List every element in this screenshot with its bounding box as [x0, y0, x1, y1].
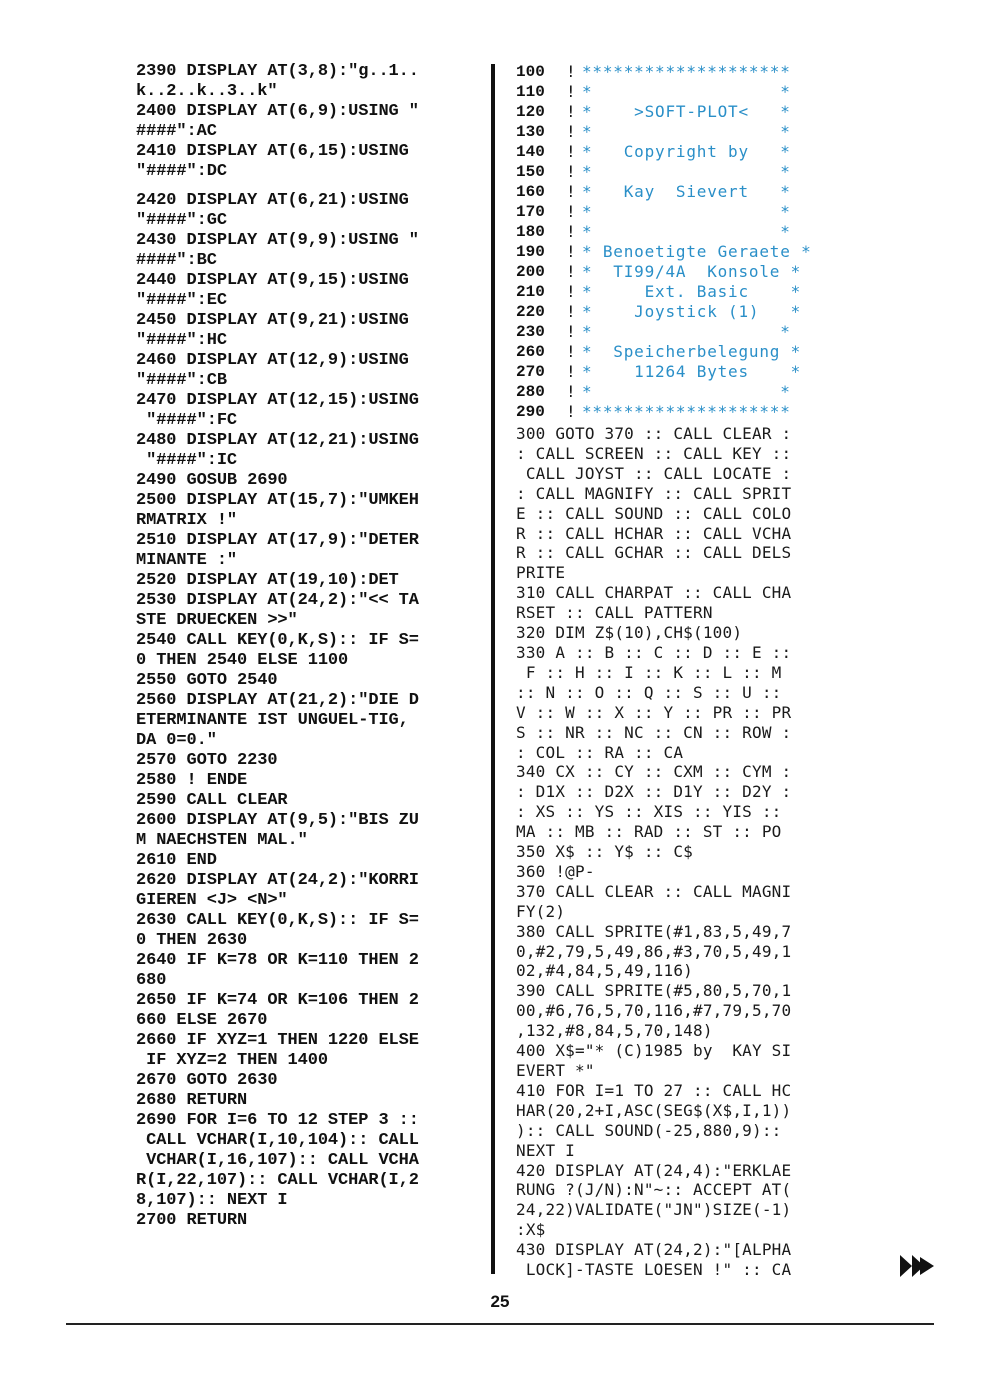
code-line: EVERT *"	[516, 1061, 595, 1080]
banner-line	[516, 402, 861, 422]
remark-marker: !	[566, 362, 576, 381]
code-line: DA 0=0."	[136, 731, 217, 750]
remark-marker: !	[566, 342, 576, 361]
line-number: 130	[516, 123, 545, 141]
banner-line	[516, 122, 861, 142]
remark-marker: !	[566, 242, 576, 261]
column-divider	[491, 64, 495, 1274]
code-line: 360 !@P-	[516, 861, 595, 881]
code-line: 2570 GOTO 2230	[136, 751, 278, 770]
code-line: VCHAR(I,16,107):: CALL VCHA	[136, 1151, 419, 1170]
banner-text: * Ext. Basic *	[582, 282, 802, 301]
banner-line	[516, 342, 861, 362]
code-line: :X$	[516, 1220, 546, 1240]
code-line: 660 ELSE 2670	[136, 1011, 268, 1030]
code-line: F :: H :: I :: K :: L :: M	[516, 662, 782, 682]
code-line: R(I,22,107):: CALL VCHAR(I,2	[136, 1171, 419, 1190]
code-line: PRITE	[516, 563, 566, 583]
code-line: "####":EC	[136, 291, 227, 310]
code-line: "####":HC	[136, 331, 227, 350]
code-line: 380 CALL SPRITE(#1,83,5,49,7	[516, 921, 792, 941]
banner-text: * *	[582, 122, 791, 141]
banner-line	[516, 182, 861, 202]
code-line: 2460 DISPLAY AT(12,9):USING	[136, 351, 409, 370]
banner-text: * 11264 Bytes *	[582, 362, 802, 381]
line-number: 290	[516, 403, 545, 421]
code-line: "####":GC	[136, 211, 227, 230]
line-number: 120	[516, 103, 545, 121]
banner-line	[516, 302, 861, 322]
remark-marker: !	[566, 182, 576, 201]
code-line: GIEREN <J> <N>"	[136, 891, 288, 910]
banner-line	[516, 242, 861, 262]
code-line: LOCK]-TASTE LOESEN !" :: CA	[516, 1260, 792, 1280]
code-line: 2420 DISPLAY AT(6,21):USING	[136, 191, 409, 210]
line-number: 140	[516, 143, 545, 161]
code-line: S :: NR :: NC :: CN :: ROW :	[516, 722, 792, 742]
code-line: 2490 GOSUB 2690	[136, 471, 288, 490]
page-number: 25	[490, 1292, 510, 1311]
code-line: 2690 FOR I=6 TO 12 STEP 3 ::	[136, 1111, 419, 1130]
code-line: 2500 DISPLAY AT(15,7):"UMKEH	[136, 491, 419, 510]
remark-marker: !	[566, 82, 576, 101]
code-line: 24,22)VALIDATE("JN")SIZE(-1)	[516, 1200, 792, 1220]
code-line: IF XYZ=2 THEN 1400	[136, 1051, 328, 1070]
code-line: ####":BC	[136, 251, 217, 270]
code-line: 2440 DISPLAY AT(9,15):USING	[136, 271, 409, 290]
code-line: 330 A :: B :: C :: D :: E ::	[516, 642, 792, 662]
code-line: 2660 IF XYZ=1 THEN 1220 ELSE	[136, 1031, 419, 1050]
listing-gap	[136, 182, 486, 191]
code-line: 680	[136, 971, 167, 990]
code-line: 390 CALL SPRITE(#5,80,5,70,1	[516, 981, 792, 1001]
banner-text: ********************	[582, 402, 791, 421]
code-line: 400 X$="* (C)1985 by KAY SI	[516, 1041, 792, 1061]
code-line: : D1X :: D2X :: D1Y :: D2Y :	[516, 782, 792, 802]
line-number: 210	[516, 283, 545, 301]
code-line: R :: CALL GCHAR :: CALL DELS	[516, 543, 792, 563]
code-line: 2480 DISPLAY AT(12,21):USING	[136, 431, 419, 450]
code-line: 2540 CALL KEY(0,K,S):: IF S=	[136, 631, 419, 650]
code-line: ):: CALL SOUND(-25,880,9)::	[516, 1120, 782, 1140]
banner-text: * Kay Sievert *	[582, 182, 791, 201]
banner-text: * *	[582, 202, 791, 221]
code-line: 420 DISPLAY AT(24,4):"ERKLAE	[516, 1160, 792, 1180]
code-line: 2620 DISPLAY AT(24,2):"KORRI	[136, 871, 419, 890]
banner-text: * Benoetigte Geraete *	[582, 242, 812, 261]
remark-marker: !	[566, 122, 576, 141]
code-line: 0 THEN 2540 ELSE 1100	[136, 651, 349, 670]
banner-text: * *	[582, 322, 791, 341]
code-line: 320 DIM Z$(10),CH$(100)	[516, 623, 743, 643]
remark-marker: !	[566, 222, 576, 241]
code-line: : CALL SCREEN :: CALL KEY ::	[516, 443, 792, 463]
code-line: RSET :: CALL PATTERN	[516, 603, 713, 623]
banner-line	[516, 362, 861, 382]
code-line: "####":CB	[136, 371, 227, 390]
line-number: 270	[516, 363, 545, 381]
code-line: 02,#4,84,5,49,116)	[516, 961, 693, 981]
code-line: ETERMINANTE IST UNGUEL-TIG,	[136, 711, 409, 730]
continue-arrow-icon	[898, 1253, 938, 1279]
code-line: RUNG ?(J/N):N"~:: ACCEPT AT(	[516, 1180, 792, 1200]
code-line: FY(2)	[516, 901, 566, 921]
remark-marker: !	[566, 142, 576, 161]
banner-line	[516, 62, 861, 82]
code-line: 2430 DISPLAY AT(9,9):USING "	[136, 231, 419, 250]
line-number: 200	[516, 263, 545, 281]
banner-text: * *	[582, 222, 791, 241]
banner-line	[516, 162, 861, 182]
line-number: 220	[516, 303, 545, 321]
line-number: 260	[516, 343, 545, 361]
code-line: 2560 DISPLAY AT(21,2):"DIE D	[136, 691, 419, 710]
remark-marker: !	[566, 402, 576, 421]
program-header-banner	[516, 62, 861, 422]
code-line: ####":AC	[136, 122, 217, 141]
footer-rule	[66, 1323, 934, 1325]
code-line: 2590 CALL CLEAR	[136, 791, 288, 810]
banner-text: * *	[582, 82, 791, 101]
code-line: 2550 GOTO 2540	[136, 671, 278, 690]
code-line: 2530 DISPLAY AT(24,2):"<< TA	[136, 591, 419, 610]
remark-marker: !	[566, 102, 576, 121]
remark-marker: !	[566, 382, 576, 401]
right-code-listing	[516, 424, 861, 1280]
banner-text: * Copyright by *	[582, 142, 791, 161]
code-line: 2580 ! ENDE	[136, 771, 248, 790]
banner-text: * *	[582, 382, 791, 401]
code-line: 310 CALL CHARPAT :: CALL CHA	[516, 583, 792, 603]
line-number: 190	[516, 243, 545, 261]
code-line: MINANTE :"	[136, 551, 238, 570]
code-line: 370 CALL CLEAR :: CALL MAGNI	[516, 881, 792, 901]
remark-marker: !	[566, 302, 576, 321]
line-number: 230	[516, 323, 545, 341]
code-line: NEXT I	[516, 1140, 575, 1160]
banner-text: * Joystick (1) *	[582, 302, 802, 321]
banner-line	[516, 322, 861, 342]
banner-line	[516, 262, 861, 282]
code-line: 410 FOR I=1 TO 27 :: CALL HC	[516, 1080, 792, 1100]
code-line: 2610 END	[136, 851, 217, 870]
code-line: 2450 DISPLAY AT(9,21):USING	[136, 311, 409, 330]
banner-line	[516, 82, 861, 102]
code-line: R :: CALL HCHAR :: CALL VCHA	[516, 523, 792, 543]
code-line: 2700 RETURN	[136, 1211, 248, 1230]
code-line: V :: W :: X :: Y :: PR :: PR	[516, 702, 792, 722]
code-line: 430 DISPLAY AT(24,2):"[ALPHA	[516, 1240, 792, 1260]
banner-line	[516, 222, 861, 242]
code-line: 2390 DISPLAY AT(3,8):"g..1..	[136, 62, 419, 81]
remark-marker: !	[566, 202, 576, 221]
code-line: 2470 DISPLAY AT(12,15):USING	[136, 391, 419, 410]
code-line: "####":IC	[136, 451, 238, 470]
code-line: E :: CALL SOUND :: CALL COLO	[516, 503, 792, 523]
line-number: 110	[516, 83, 545, 101]
code-line: 2410 DISPLAY AT(6,15):USING	[136, 142, 409, 161]
banner-text: * *	[582, 162, 791, 181]
banner-line	[516, 102, 861, 122]
line-number: 170	[516, 203, 545, 221]
code-line: CALL VCHAR(I,10,104):: CALL	[136, 1131, 419, 1150]
code-line: 2400 DISPLAY AT(6,9):USING "	[136, 102, 419, 121]
code-line: 350 X$ :: Y$ :: C$	[516, 842, 693, 862]
line-number: 100	[516, 63, 545, 81]
code-line: RMATRIX !"	[136, 511, 238, 530]
code-line: 2510 DISPLAY AT(17,9):"DETER	[136, 531, 419, 550]
code-line: 0,#2,79,5,49,86,#3,70,5,49,1	[516, 941, 792, 961]
code-line: : COL :: RA :: CA	[516, 742, 684, 762]
code-line: "####":FC	[136, 411, 238, 430]
code-line: 2520 DISPLAY AT(19,10):DET	[136, 571, 399, 590]
code-line: 2630 CALL KEY(0,K,S):: IF S=	[136, 911, 419, 930]
line-number: 160	[516, 183, 545, 201]
remark-marker: !	[566, 262, 576, 281]
code-line: 2680 RETURN	[136, 1091, 248, 1110]
left-code-listing	[136, 62, 486, 1231]
code-line: 00,#6,76,5,70,116,#7,79,5,70	[516, 1001, 792, 1021]
code-line: 8,107):: NEXT I	[136, 1191, 288, 1210]
banner-line	[516, 282, 861, 302]
code-line: 300 GOTO 370 :: CALL CLEAR :	[516, 424, 792, 443]
code-line: : XS :: YS :: XIS :: YIS ::	[516, 802, 782, 822]
line-number: 280	[516, 383, 545, 401]
banner-text: ********************	[582, 62, 791, 81]
banner-line	[516, 142, 861, 162]
code-line: 2650 IF K=74 OR K=106 THEN 2	[136, 991, 419, 1010]
remark-marker: !	[566, 322, 576, 341]
code-line: CALL JOYST :: CALL LOCATE :	[516, 463, 792, 483]
banner-text: * >SOFT-PLOT< *	[582, 102, 791, 121]
remark-marker: !	[566, 62, 576, 81]
banner-text: * TI99/4A Konsole *	[582, 262, 802, 281]
code-line: 2640 IF K=78 OR K=110 THEN 2	[136, 951, 419, 970]
code-line: k..2..k..3..k"	[136, 82, 278, 101]
code-line: : CALL MAGNIFY :: CALL SPRIT	[516, 483, 792, 503]
code-line: 2600 DISPLAY AT(9,5):"BIS ZU	[136, 811, 419, 830]
remark-marker: !	[566, 162, 576, 181]
banner-line	[516, 202, 861, 222]
remark-marker: !	[566, 282, 576, 301]
banner-text: * Speicherbelegung *	[582, 342, 802, 361]
line-number: 150	[516, 163, 545, 181]
code-line: 340 CX :: CY :: CXM :: CYM :	[516, 762, 792, 782]
code-line: "####":DC	[136, 162, 227, 181]
code-line: HAR(20,2+I,ASC(SEG$(X$,I,1))	[516, 1100, 792, 1120]
line-number: 180	[516, 223, 545, 241]
code-line: STE DRUECKEN >>"	[136, 611, 298, 630]
code-line: MA :: MB :: RAD :: ST :: PO	[516, 822, 782, 842]
code-line: M NAECHSTEN MAL."	[136, 831, 308, 850]
banner-line	[516, 382, 861, 402]
code-line: :: N :: O :: Q :: S :: U ::	[516, 682, 782, 702]
code-line: 2670 GOTO 2630	[136, 1071, 278, 1090]
code-line: ,132,#8,84,5,70,148)	[516, 1021, 713, 1041]
code-line: 0 THEN 2630	[136, 931, 248, 950]
